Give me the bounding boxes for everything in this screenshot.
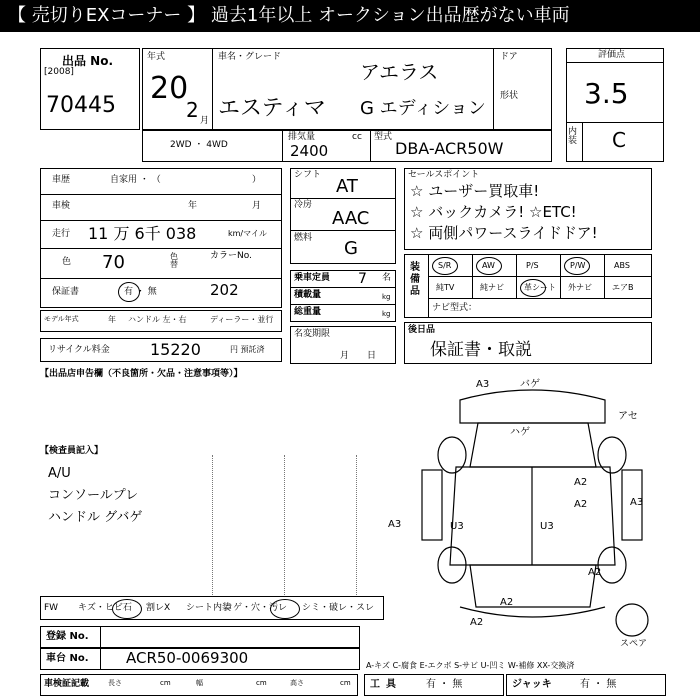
dim-item: cm	[340, 679, 351, 687]
equip-item: 純ナビ	[480, 283, 504, 292]
damage-mark: U3	[540, 521, 554, 532]
dim-item: cm	[256, 679, 267, 687]
name-grade: G エディション	[360, 98, 486, 119]
inspection-month: 月	[252, 201, 262, 211]
score-label: 評価点	[598, 50, 626, 60]
history-close: ）	[252, 175, 262, 185]
year-month: 2	[186, 98, 199, 122]
capacity-unit: 名	[382, 273, 392, 283]
equip-item: P/S	[526, 261, 539, 270]
interior-item: シート内装	[186, 603, 232, 613]
model-year-unit: 年	[108, 315, 116, 324]
interior-item: シミ・破レ・スレ	[302, 603, 375, 613]
lot-number: 70445	[46, 93, 116, 118]
name-model: アエラス	[360, 60, 439, 84]
color-value: 70	[102, 252, 125, 273]
damage-mark: U3	[450, 521, 464, 532]
lot-year-tag: [2008]	[44, 67, 74, 77]
score-value: 3.5	[584, 77, 629, 110]
aircon-value: AAC	[332, 208, 370, 229]
model-year-label: モデル年式	[44, 315, 79, 323]
banner: 【 売切りEXコーナー 】 過去1年以上 オークション出品歴がない車両	[0, 0, 700, 32]
tools-value: 有 ・ 無	[426, 679, 463, 690]
shift-label: シフト	[294, 170, 322, 180]
mileage-unit: km/マイル	[228, 229, 267, 238]
sales-line-3: ☆ 両側パワースライドドア!	[410, 224, 598, 242]
equip-item: AW	[482, 261, 495, 270]
name-label: 車名・グレード	[218, 52, 282, 62]
damage-mark: A2	[470, 617, 484, 628]
recycle-unit: 円 預託済	[230, 345, 265, 354]
legend: A-キズ C-腐食 E-エクボ S-サビ U-凹ミ W-補修 XX-交換済	[366, 661, 575, 670]
capacity-value: 7	[358, 271, 367, 287]
dim-item: 高さ	[290, 679, 304, 687]
dim-item: 幅	[196, 679, 203, 687]
inspection-label: 車検	[52, 201, 71, 211]
history-value: 自家用 ・ （	[110, 175, 161, 185]
sales-label: セールスポイント	[408, 170, 480, 180]
damage-mark: バゲ	[520, 379, 540, 390]
capacity-label: 乗車定員	[294, 273, 331, 283]
post-value: 保証書・取説	[430, 340, 532, 360]
seller-note: 【出品店申告欄（不良箇所・欠品・注意事項等）】	[40, 369, 243, 379]
damage-mark: A2	[574, 499, 588, 510]
inspector-line-1: A/U	[48, 466, 71, 481]
damage-mark: ハゲ	[510, 427, 530, 438]
drive-value: 2WD ・ 4WD	[170, 140, 228, 150]
inspector-line-2: コンソールプレ	[48, 488, 139, 503]
equip-item: 革シート	[524, 283, 556, 292]
damage-mark: A2	[588, 567, 602, 578]
equip-item: S/R	[438, 261, 452, 270]
jack-label: ジャッキ	[512, 679, 552, 690]
equip-item: 外ナビ	[568, 283, 592, 292]
damage-mark: A2	[574, 477, 588, 488]
fuel-label: 燃料	[294, 233, 313, 243]
warranty-circle	[118, 282, 140, 302]
equip-item: ABS	[614, 261, 630, 270]
registration-label: 登録 No.	[46, 631, 89, 642]
inspector-label: 【検査員記入】	[40, 446, 104, 456]
equip-circle	[564, 257, 590, 275]
mileage-label: 走行	[52, 229, 71, 239]
inspector-line-3: ハンドル グバゲ	[48, 510, 143, 525]
interior-item: 割レX	[146, 603, 171, 613]
jack-value: 有 ・ 無	[580, 679, 617, 690]
dim-item: cm	[160, 679, 171, 687]
displacement-value: 2400	[290, 142, 329, 160]
aircon-label: 冷房	[294, 200, 313, 210]
dealer-label: ディーラー・並行	[210, 315, 274, 324]
interior-circle-1	[112, 599, 142, 619]
rename-label: 名変期限	[294, 329, 331, 339]
damage-mark: アセ	[618, 411, 638, 422]
door-label: ドア	[500, 52, 518, 62]
name-car: エスティマ	[218, 96, 326, 121]
fuel-value: G	[344, 238, 358, 259]
history-label: 車歴	[52, 175, 71, 185]
equip-item: 純TV	[436, 283, 455, 292]
handle-label: ハンドル 左・右	[128, 315, 187, 324]
chassis-label: 車台 No.	[46, 653, 89, 664]
colorno-label: カラーNo.	[210, 251, 252, 261]
damage-mark: A3	[388, 519, 402, 530]
interior-label: 内装	[568, 127, 578, 146]
equip-item: P/W	[570, 261, 586, 270]
interior-item: キズ・ヒビ石	[78, 603, 132, 613]
year-label: 年式	[147, 52, 166, 62]
displacement-unit: cc	[352, 132, 362, 142]
weight-unit: kg	[382, 310, 391, 318]
equip-item: エアB	[612, 283, 634, 292]
equip-navi: ナビ型式：	[432, 303, 478, 313]
shift-value: AT	[336, 176, 358, 197]
equip-circle	[432, 257, 458, 275]
weight-label: 総重量	[294, 307, 322, 317]
chassis-value: ACR50-0069300	[126, 649, 249, 667]
year-value: 20	[150, 71, 189, 106]
equip-circle	[476, 257, 502, 275]
mileage-value: 11 万 6千 038	[88, 224, 197, 243]
year-month-unit: 月	[200, 116, 210, 126]
lot-label: 出品 No.	[62, 54, 114, 68]
colorno-value: 202	[210, 281, 239, 299]
dim-item: 長さ	[108, 679, 122, 687]
warranty-label: 保証書	[52, 287, 80, 297]
tools-label: 工具	[370, 679, 402, 690]
damage-mark: A3	[476, 379, 490, 390]
sales-line-1: ☆ ユーザー買取車!	[410, 182, 540, 200]
damage-mark: A3	[630, 497, 644, 508]
load-label: 積載量	[294, 290, 322, 300]
equip-label: 装備品	[410, 262, 420, 297]
interior-circle-2	[270, 599, 300, 619]
warranty-value: 有 ・ 無	[124, 287, 157, 297]
load-unit: kg	[382, 293, 391, 301]
interior-value: C	[612, 128, 626, 152]
color-label: 色	[62, 257, 72, 267]
damage-mark: A2	[500, 597, 514, 608]
model-label: 型式	[374, 132, 393, 142]
sales-line-2: ☆ バックカメラ! ☆ETC!	[410, 203, 577, 221]
inspection-year: 年	[188, 201, 198, 211]
interior-item: FW	[44, 603, 59, 613]
post-label: 後日品	[408, 325, 436, 335]
displacement-label: 排気量	[288, 132, 316, 142]
recycle-label: リサイクル料金	[48, 345, 110, 355]
rename-unit: 月日	[340, 351, 395, 361]
model-value: DBA-ACR50W	[395, 139, 504, 158]
door-shape: 形状	[500, 91, 519, 101]
bottom-label: 車検証記載	[44, 679, 90, 689]
interior-item: コゲ・穴・汚レ	[224, 603, 288, 613]
recycle-value: 15220	[150, 340, 201, 359]
spare-label: スペア	[620, 639, 648, 649]
color-change-label: 色替	[170, 252, 178, 269]
